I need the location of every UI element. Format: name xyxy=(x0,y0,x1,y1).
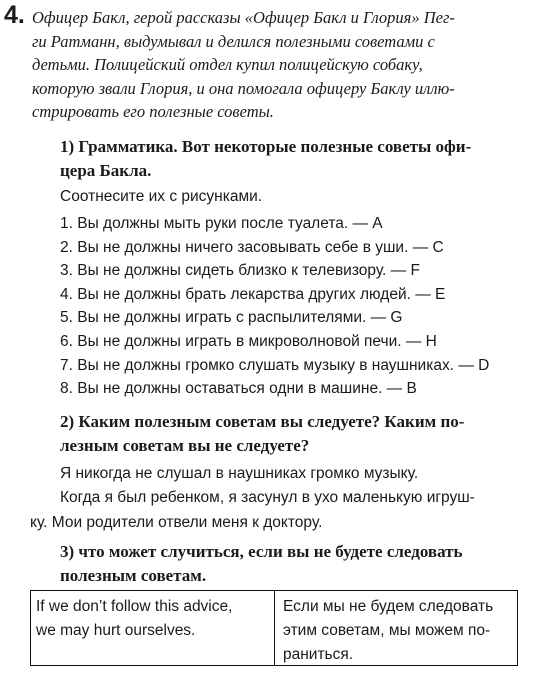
task-number: 4. xyxy=(4,1,25,29)
section3-title xyxy=(60,540,463,588)
section3-title-line: полезным советам. xyxy=(60,566,207,585)
rule-item: 2. Вы не должны ничего засовывать себе в уши. — C xyxy=(60,238,444,256)
english-line: If we don’t follow this advice, xyxy=(36,598,233,615)
section1-title-line: цера Бакла. xyxy=(60,161,152,180)
intro-line: стрировать его полезные советы. xyxy=(32,102,274,121)
section1-title-line: 1) Грамматика. Вот некоторые полезные советы офи- xyxy=(60,137,472,156)
intro-line: Офицер Бакл, герой рассказы «Офицер Бакл и Глория» Пег- xyxy=(32,8,455,27)
section3-title-line: 3) что может случиться, если вы не будете следовать xyxy=(60,542,463,561)
russian-line: раниться. xyxy=(283,646,354,663)
section2-answer2 xyxy=(30,486,518,535)
section1-title xyxy=(60,135,471,183)
russian-line: этим советам, мы можем по- xyxy=(283,622,491,639)
task-intro xyxy=(32,6,520,124)
answer2-line: Когда я был ребенком, я засунул в ухо маленькую игруш- xyxy=(60,489,475,506)
rule-item: 8. Вы не должны оставаться одни в машине. — B xyxy=(60,380,417,398)
rule-item: 4. Вы не должны брать лекарства других людей. — E xyxy=(60,285,446,303)
section1-instruction: Соотнесите их с рисунками. xyxy=(60,188,263,205)
rules-list xyxy=(60,212,489,401)
russian-line: Если мы не будем следовать xyxy=(283,598,494,615)
rule-item: 1. Вы должны мыть руки после туалета. — A xyxy=(60,215,383,232)
rule-item: 6. Вы не должны играть в микроволновой печи. — H xyxy=(60,332,437,350)
english-line: we may hurt ourselves. xyxy=(36,622,196,639)
table-cell-english xyxy=(31,591,275,665)
rule-item: 5. Вы не должны играть с распылителями. — G xyxy=(60,309,403,327)
section2-answer1: Я никогда не слушал в наушниках громко музыку. xyxy=(60,465,419,482)
section2-title-line: лезным советам вы не следуете? xyxy=(60,436,310,455)
intro-line: детьми. Полицейский отдел купил полицейскую собаку, xyxy=(32,55,423,74)
intro-line: которую звали Глория, и она помогала офицеру Баклу иллю- xyxy=(32,78,455,98)
intro-line: ги Ратманн, выдумывал и делился полезными советами с xyxy=(32,31,435,51)
rule-item: 3. Вы не должны сидеть близко к телевизору. — F xyxy=(60,262,420,280)
table-cell-russian xyxy=(275,591,517,665)
rule-item: 7. Вы не должны громко слушать музыку в наушниках. — D xyxy=(60,356,490,374)
section2-title-line: 2) Каким полезным советам вы следуете? Каким по- xyxy=(60,412,465,431)
answer-table xyxy=(30,590,518,666)
section2-title xyxy=(60,410,464,458)
answer2-line: ку. Мои родители отвели меня к доктору. xyxy=(30,513,323,531)
